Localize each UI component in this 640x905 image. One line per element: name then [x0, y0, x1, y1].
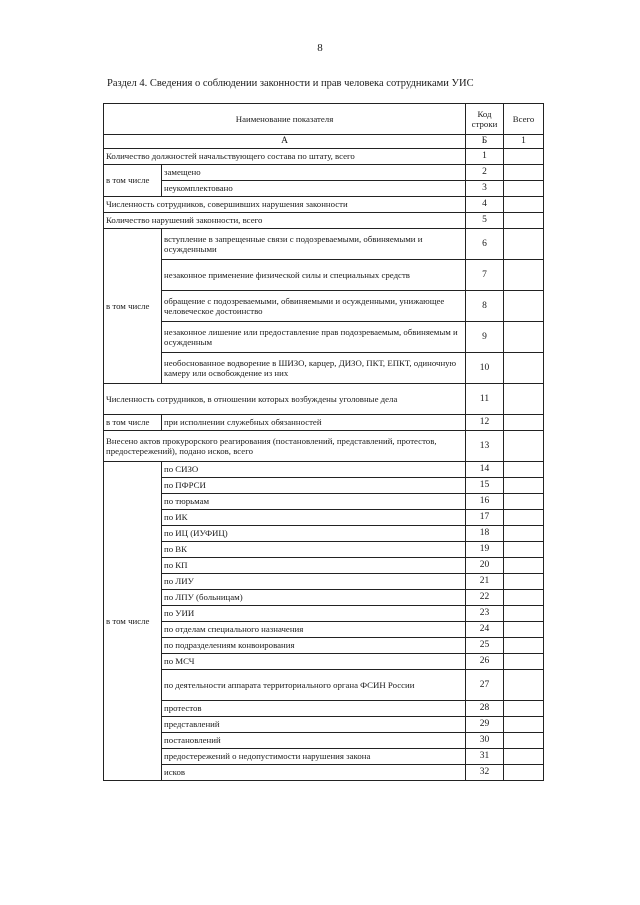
- row-code: 3: [466, 181, 504, 197]
- row-label: Количество нарушений законности, всего: [104, 213, 466, 229]
- row-label: по ЛИУ: [162, 574, 466, 590]
- row-label: незаконное применение физической силы и специальных средств: [162, 260, 466, 291]
- row-value-cell[interactable]: [504, 415, 544, 431]
- header-total: Всего: [504, 104, 544, 135]
- row-code: 26: [466, 654, 504, 670]
- row-code: 20: [466, 558, 504, 574]
- table-row: [104, 213, 544, 229]
- row-value-cell[interactable]: [504, 181, 544, 197]
- row-label: по СИЗО: [162, 462, 466, 478]
- row-label: по деятельности аппарата территориального органа ФСИН России: [162, 670, 466, 701]
- row-value-cell[interactable]: [504, 353, 544, 384]
- row-value-cell[interactable]: [504, 638, 544, 654]
- table-row: [104, 654, 544, 670]
- row-label: Численность сотрудников, совершивших нарушения законности: [104, 197, 466, 213]
- table-row: [104, 622, 544, 638]
- row-code: 23: [466, 606, 504, 622]
- table-row: [104, 431, 544, 462]
- row-value-cell[interactable]: [504, 165, 544, 181]
- table-row: [104, 733, 544, 749]
- page-number: 8: [317, 42, 323, 54]
- row-label: представлений: [162, 717, 466, 733]
- row-label: по тюрьмам: [162, 494, 466, 510]
- row-value-cell[interactable]: [504, 558, 544, 574]
- row-code: 12: [466, 415, 504, 431]
- table-row: [104, 542, 544, 558]
- header-code: Код строки: [466, 104, 504, 135]
- row-code: 22: [466, 590, 504, 606]
- table-row: [104, 494, 544, 510]
- row-code: 21: [466, 574, 504, 590]
- row-code: 15: [466, 478, 504, 494]
- row-label: Численность сотрудников, в отношении которых возбуждены уголовные дела: [104, 384, 466, 415]
- table-row: [104, 462, 544, 478]
- table-row: [104, 717, 544, 733]
- table-row: [104, 574, 544, 590]
- row-code: 25: [466, 638, 504, 654]
- row-value-cell[interactable]: [504, 510, 544, 526]
- row-code: 24: [466, 622, 504, 638]
- row-value-cell[interactable]: [504, 149, 544, 165]
- row-label: по МСЧ: [162, 654, 466, 670]
- header-letter-b: Б: [466, 135, 504, 149]
- row-label: по ИК: [162, 510, 466, 526]
- row-value-cell[interactable]: [504, 291, 544, 322]
- row-label: необоснованное водворение в ШИЗО, карцер, ДИЗО, ПКТ, ЕПКТ, одиночную камеру или освобождение из них: [162, 353, 466, 384]
- row-label: по КП: [162, 558, 466, 574]
- row-value-cell[interactable]: [504, 322, 544, 353]
- row-code: 19: [466, 542, 504, 558]
- row-label: по подразделениям конвоирования: [162, 638, 466, 654]
- table-row: [104, 415, 544, 431]
- row-value-cell[interactable]: [504, 197, 544, 213]
- row-label: замещено: [162, 165, 466, 181]
- table-row: [104, 526, 544, 542]
- row-value-cell[interactable]: [504, 431, 544, 462]
- row-code: 2: [466, 165, 504, 181]
- row-value-cell[interactable]: [504, 260, 544, 291]
- statistics-table: [103, 103, 544, 781]
- row-code: 9: [466, 322, 504, 353]
- table-row: [104, 749, 544, 765]
- row-code: 11: [466, 384, 504, 415]
- row-value-cell[interactable]: [504, 478, 544, 494]
- row-value-cell[interactable]: [504, 526, 544, 542]
- row-value-cell[interactable]: [504, 622, 544, 638]
- row-value-cell[interactable]: [504, 733, 544, 749]
- row-value-cell[interactable]: [504, 542, 544, 558]
- row-value-cell[interactable]: [504, 606, 544, 622]
- section-title: Раздел 4. Сведения о соблюдении законности и прав человека сотрудниками УИС: [107, 78, 474, 89]
- table-row: [104, 229, 544, 260]
- table-row: [104, 181, 544, 197]
- row-label: обращение с подозреваемыми, обвиняемыми и осужденными, унижающее человеческое достоинство: [162, 291, 466, 322]
- row-code: 10: [466, 353, 504, 384]
- row-label: при исполнении служебных обязанностей: [162, 415, 466, 431]
- row-value-cell[interactable]: [504, 574, 544, 590]
- row-value-cell[interactable]: [504, 590, 544, 606]
- row-label: Количество должностей начальствующего состава по штату, всего: [104, 149, 466, 165]
- row-value-cell[interactable]: [504, 494, 544, 510]
- row-label: по ПФРСИ: [162, 478, 466, 494]
- table-header-row: [104, 104, 544, 135]
- row-code: 16: [466, 494, 504, 510]
- header-letter-a: А: [104, 135, 466, 149]
- header-name: Наименование показателя: [104, 104, 466, 135]
- table-row: [104, 590, 544, 606]
- table-row: [104, 291, 544, 322]
- row-value-cell[interactable]: [504, 213, 544, 229]
- row-label: по отделам специального назначения: [162, 622, 466, 638]
- table-row: [104, 197, 544, 213]
- table-row: [104, 638, 544, 654]
- row-code: 31: [466, 749, 504, 765]
- table-row: [104, 765, 544, 781]
- table-row: [104, 606, 544, 622]
- row-value-cell[interactable]: [504, 717, 544, 733]
- row-code: 7: [466, 260, 504, 291]
- row-label: незаконное лишение или предоставление прав подозреваемым, обвиняемым и осужденным: [162, 322, 466, 353]
- row-label: неукомплектовано: [162, 181, 466, 197]
- table-row: [104, 558, 544, 574]
- table-row: [104, 478, 544, 494]
- including-label: в том числе: [104, 462, 162, 781]
- row-code: 32: [466, 765, 504, 781]
- row-code: 29: [466, 717, 504, 733]
- row-label: по ИЦ (ИУФИЦ): [162, 526, 466, 542]
- row-label: по УИИ: [162, 606, 466, 622]
- row-label: по ЛПУ (больницам): [162, 590, 466, 606]
- row-value-cell[interactable]: [504, 749, 544, 765]
- table-row: [104, 165, 544, 181]
- row-value-cell[interactable]: [504, 654, 544, 670]
- table-row: [104, 322, 544, 353]
- row-label: постановлений: [162, 733, 466, 749]
- header-num-1: 1: [504, 135, 544, 149]
- including-label: в том числе: [104, 229, 162, 384]
- including-label: в том числе: [104, 165, 162, 197]
- row-code: 13: [466, 431, 504, 462]
- row-label: предостережений о недопустимости нарушения закона: [162, 749, 466, 765]
- row-code: 1: [466, 149, 504, 165]
- table-row: [104, 384, 544, 415]
- row-value-cell[interactable]: [504, 462, 544, 478]
- table-row: [104, 149, 544, 165]
- including-label: в том числе: [104, 415, 162, 431]
- row-code: 27: [466, 670, 504, 701]
- row-code: 6: [466, 229, 504, 260]
- table-row: [104, 353, 544, 384]
- row-value-cell[interactable]: [504, 670, 544, 701]
- row-label: Внесено актов прокурорского реагирования (постановлений, представлений, протестов, предостережений), подано исков, всего: [104, 431, 466, 462]
- row-label: вступление в запрещенные связи с подозреваемыми, обвиняемыми и осужденными: [162, 229, 466, 260]
- row-label: протестов: [162, 701, 466, 717]
- row-value-cell[interactable]: [504, 384, 544, 415]
- row-code: 17: [466, 510, 504, 526]
- table-row: [104, 260, 544, 291]
- row-label: по ВК: [162, 542, 466, 558]
- row-code: 14: [466, 462, 504, 478]
- table-letter-row: [104, 135, 544, 149]
- table-row: [104, 510, 544, 526]
- row-code: 28: [466, 701, 504, 717]
- row-code: 5: [466, 213, 504, 229]
- row-code: 30: [466, 733, 504, 749]
- table-row: [104, 670, 544, 701]
- row-label: исков: [162, 765, 466, 781]
- table-row: [104, 701, 544, 717]
- row-value-cell[interactable]: [504, 701, 544, 717]
- row-code: 8: [466, 291, 504, 322]
- row-code: 4: [466, 197, 504, 213]
- row-value-cell[interactable]: [504, 229, 544, 260]
- row-code: 18: [466, 526, 504, 542]
- row-value-cell[interactable]: [504, 765, 544, 781]
